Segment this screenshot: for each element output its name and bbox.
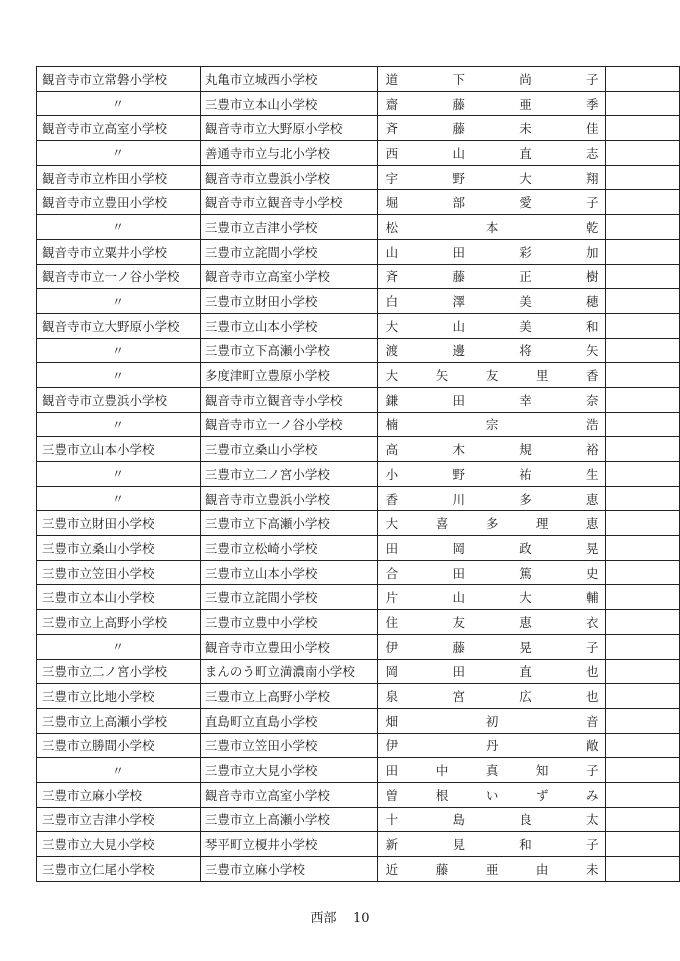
person-name-cell: 岡 田 直 也 <box>377 659 605 684</box>
remarks-cell <box>605 560 679 585</box>
table-row <box>37 91 680 116</box>
previous-school-cell: 〃 <box>37 215 201 240</box>
new-school-cell: 三豊市立吉津小学校 <box>200 215 377 240</box>
table-row <box>37 363 680 388</box>
remarks-cell <box>605 857 679 882</box>
person-name-cell: 近 藤 亜 由 未 <box>377 857 605 882</box>
new-school-cell: 三豊市立詫間小学校 <box>200 239 377 264</box>
remarks-cell <box>605 91 679 116</box>
previous-school-cell: 観音寺市立豊田小学校 <box>37 190 201 215</box>
table-row <box>37 289 680 314</box>
person-name-cell: 香 川 多 恵 <box>377 486 605 511</box>
new-school-cell: 三豊市立桑山小学校 <box>200 437 377 462</box>
new-school-cell: 三豊市立山本小学校 <box>200 560 377 585</box>
table-row <box>37 412 680 437</box>
new-school-cell: 三豊市立上高野小学校 <box>200 684 377 709</box>
footer-page-number: 10 <box>353 911 370 926</box>
remarks-cell <box>605 387 679 412</box>
table-row <box>37 239 680 264</box>
previous-school-cell: 三豊市立仁尾小学校 <box>37 857 201 882</box>
new-school-cell: 三豊市立詫間小学校 <box>200 585 377 610</box>
person-name-cell: 大 喜 多 理 恵 <box>377 511 605 536</box>
remarks-cell <box>605 634 679 659</box>
person-name-cell: 小 野 祐 生 <box>377 462 605 487</box>
table-row <box>37 536 680 561</box>
previous-school-cell: 三豊市立上高瀬小学校 <box>37 708 201 733</box>
remarks-cell <box>605 758 679 783</box>
new-school-cell: 観音寺市立豊田小学校 <box>200 634 377 659</box>
new-school-cell: 三豊市立山本小学校 <box>200 313 377 338</box>
previous-school-cell: 観音寺市立豊浜小学校 <box>37 387 201 412</box>
new-school-cell: 三豊市立財田小学校 <box>200 289 377 314</box>
new-school-cell: 三豊市立麻小学校 <box>200 857 377 882</box>
table-row <box>37 708 680 733</box>
remarks-cell <box>605 116 679 141</box>
person-name-cell: 松 本 乾 <box>377 215 605 240</box>
new-school-cell: 観音寺市立大野原小学校 <box>200 116 377 141</box>
previous-school-cell: 観音寺市立一ノ谷小学校 <box>37 264 201 289</box>
new-school-cell: 琴平町立榎井小学校 <box>200 832 377 857</box>
person-name-cell: 大 山 美 和 <box>377 313 605 338</box>
footer-section: 西部 <box>310 911 337 926</box>
new-school-cell: 多度津町立豊原小学校 <box>200 363 377 388</box>
person-name-cell: 伊 丹 敞 <box>377 733 605 758</box>
previous-school-cell: 〃 <box>37 462 201 487</box>
person-name-cell: 住 友 恵 衣 <box>377 610 605 635</box>
previous-school-cell: 三豊市立比地小学校 <box>37 684 201 709</box>
page-footer <box>0 907 680 926</box>
remarks-cell <box>605 239 679 264</box>
previous-school-cell: 三豊市立勝間小学校 <box>37 733 201 758</box>
person-name-cell: 斉 藤 正 樹 <box>377 264 605 289</box>
previous-school-cell: 観音寺市立高室小学校 <box>37 116 201 141</box>
previous-school-cell: 三豊市立笠田小学校 <box>37 560 201 585</box>
person-name-cell: 合 田 篤 史 <box>377 560 605 585</box>
previous-school-cell: 三豊市立吉津小学校 <box>37 807 201 832</box>
table-row <box>37 684 680 709</box>
new-school-cell: 観音寺市立豊浜小学校 <box>200 165 377 190</box>
previous-school-cell: 〃 <box>37 758 201 783</box>
new-school-cell: 丸亀市立城西小学校 <box>200 67 377 92</box>
new-school-cell: 善通寺市立与北小学校 <box>200 141 377 166</box>
person-name-cell: 齋 藤 亜 季 <box>377 91 605 116</box>
new-school-cell: 観音寺市立観音寺小学校 <box>200 190 377 215</box>
remarks-cell <box>605 659 679 684</box>
previous-school-cell: 三豊市立山本小学校 <box>37 437 201 462</box>
previous-school-cell: 三豊市立二ノ宮小学校 <box>37 659 201 684</box>
remarks-cell <box>605 536 679 561</box>
remarks-cell <box>605 141 679 166</box>
person-name-cell: 楠 宗 浩 <box>377 412 605 437</box>
remarks-cell <box>605 67 679 92</box>
person-name-cell: 新 見 和 子 <box>377 832 605 857</box>
new-school-cell: 三豊市立豊中小学校 <box>200 610 377 635</box>
remarks-cell <box>605 215 679 240</box>
table-row <box>37 116 680 141</box>
table-row <box>37 634 680 659</box>
new-school-cell: まんのう町立満濃南小学校 <box>200 659 377 684</box>
remarks-cell <box>605 165 679 190</box>
remarks-cell <box>605 782 679 807</box>
new-school-cell: 観音寺市立高室小学校 <box>200 264 377 289</box>
previous-school-cell: 〃 <box>37 338 201 363</box>
previous-school-cell: 三豊市立麻小学校 <box>37 782 201 807</box>
table-row <box>37 832 680 857</box>
remarks-cell <box>605 313 679 338</box>
table-row <box>37 782 680 807</box>
table-row <box>37 807 680 832</box>
new-school-cell: 三豊市立本山小学校 <box>200 91 377 116</box>
remarks-cell <box>605 289 679 314</box>
table-row <box>37 610 680 635</box>
new-school-cell: 三豊市立松崎小学校 <box>200 536 377 561</box>
remarks-cell <box>605 733 679 758</box>
remarks-cell <box>605 338 679 363</box>
previous-school-cell: 〃 <box>37 363 201 388</box>
new-school-cell: 三豊市立大見小学校 <box>200 758 377 783</box>
remarks-cell <box>605 511 679 536</box>
person-name-cell: 鎌 田 幸 奈 <box>377 387 605 412</box>
table-row <box>37 338 680 363</box>
remarks-cell <box>605 807 679 832</box>
remarks-cell <box>605 684 679 709</box>
new-school-cell: 三豊市立二ノ宮小学校 <box>200 462 377 487</box>
table-row <box>37 313 680 338</box>
remarks-cell <box>605 585 679 610</box>
table-row <box>37 758 680 783</box>
previous-school-cell: 〃 <box>37 289 201 314</box>
new-school-cell: 観音寺市立豊浜小学校 <box>200 486 377 511</box>
previous-school-cell: 〃 <box>37 141 201 166</box>
remarks-cell <box>605 264 679 289</box>
remarks-cell <box>605 412 679 437</box>
transfer-table-body <box>37 67 680 882</box>
remarks-cell <box>605 190 679 215</box>
table-row <box>37 264 680 289</box>
previous-school-cell: 観音寺市立大野原小学校 <box>37 313 201 338</box>
remarks-cell <box>605 486 679 511</box>
new-school-cell: 観音寺市立観音寺小学校 <box>200 387 377 412</box>
previous-school-cell: 三豊市立財田小学校 <box>37 511 201 536</box>
table-row <box>37 560 680 585</box>
person-name-cell: 大 矢 友 里 香 <box>377 363 605 388</box>
remarks-cell <box>605 437 679 462</box>
table-row <box>37 733 680 758</box>
person-name-cell: 伊 藤 晃 子 <box>377 634 605 659</box>
table-row <box>37 857 680 882</box>
person-name-cell: 十 島 良 太 <box>377 807 605 832</box>
table-row <box>37 511 680 536</box>
new-school-cell: 直島町立直島小学校 <box>200 708 377 733</box>
previous-school-cell: 観音寺市立柞田小学校 <box>37 165 201 190</box>
table-row <box>37 67 680 92</box>
previous-school-cell: 三豊市立桑山小学校 <box>37 536 201 561</box>
person-name-cell: 白 澤 美 穂 <box>377 289 605 314</box>
remarks-cell <box>605 610 679 635</box>
table-row <box>37 437 680 462</box>
previous-school-cell: 〃 <box>37 634 201 659</box>
new-school-cell: 三豊市立下高瀬小学校 <box>200 338 377 363</box>
previous-school-cell: 三豊市立上高野小学校 <box>37 610 201 635</box>
new-school-cell: 観音寺市立一ノ谷小学校 <box>200 412 377 437</box>
person-name-cell: 田 岡 政 晃 <box>377 536 605 561</box>
new-school-cell: 観音寺市立高室小学校 <box>200 782 377 807</box>
person-name-cell: 田 中 真 知 子 <box>377 758 605 783</box>
remarks-cell <box>605 363 679 388</box>
table-row <box>37 141 680 166</box>
remarks-cell <box>605 462 679 487</box>
table-row <box>37 215 680 240</box>
table-row <box>37 190 680 215</box>
person-name-cell: 畑 初 音 <box>377 708 605 733</box>
table-row <box>37 462 680 487</box>
previous-school-cell: 〃 <box>37 91 201 116</box>
previous-school-cell: 三豊市立本山小学校 <box>37 585 201 610</box>
table-row <box>37 486 680 511</box>
remarks-cell <box>605 708 679 733</box>
previous-school-cell: 〃 <box>37 486 201 511</box>
person-name-cell: 高 木 規 裕 <box>377 437 605 462</box>
table-row <box>37 585 680 610</box>
remarks-cell <box>605 832 679 857</box>
previous-school-cell: 観音寺市立常磐小学校 <box>37 67 201 92</box>
person-name-cell: 西 山 直 志 <box>377 141 605 166</box>
person-name-cell: 片 山 大 輔 <box>377 585 605 610</box>
new-school-cell: 三豊市立上高瀬小学校 <box>200 807 377 832</box>
person-name-cell: 堀 部 愛 子 <box>377 190 605 215</box>
previous-school-cell: 観音寺市立粟井小学校 <box>37 239 201 264</box>
table-row <box>37 387 680 412</box>
transfer-table <box>36 66 680 882</box>
previous-school-cell: 三豊市立大見小学校 <box>37 832 201 857</box>
person-name-cell: 泉 宮 広 也 <box>377 684 605 709</box>
previous-school-cell: 〃 <box>37 412 201 437</box>
table-row <box>37 165 680 190</box>
person-name-cell: 山 田 彩 加 <box>377 239 605 264</box>
new-school-cell: 三豊市立笠田小学校 <box>200 733 377 758</box>
table-row <box>37 659 680 684</box>
new-school-cell: 三豊市立下高瀬小学校 <box>200 511 377 536</box>
person-name-cell: 斉 藤 未 佳 <box>377 116 605 141</box>
person-name-cell: 渡 邊 将 矢 <box>377 338 605 363</box>
person-name-cell: 曽 根 い ず み <box>377 782 605 807</box>
person-name-cell: 宇 野 大 翔 <box>377 165 605 190</box>
person-name-cell: 道 下 尚 子 <box>377 67 605 92</box>
